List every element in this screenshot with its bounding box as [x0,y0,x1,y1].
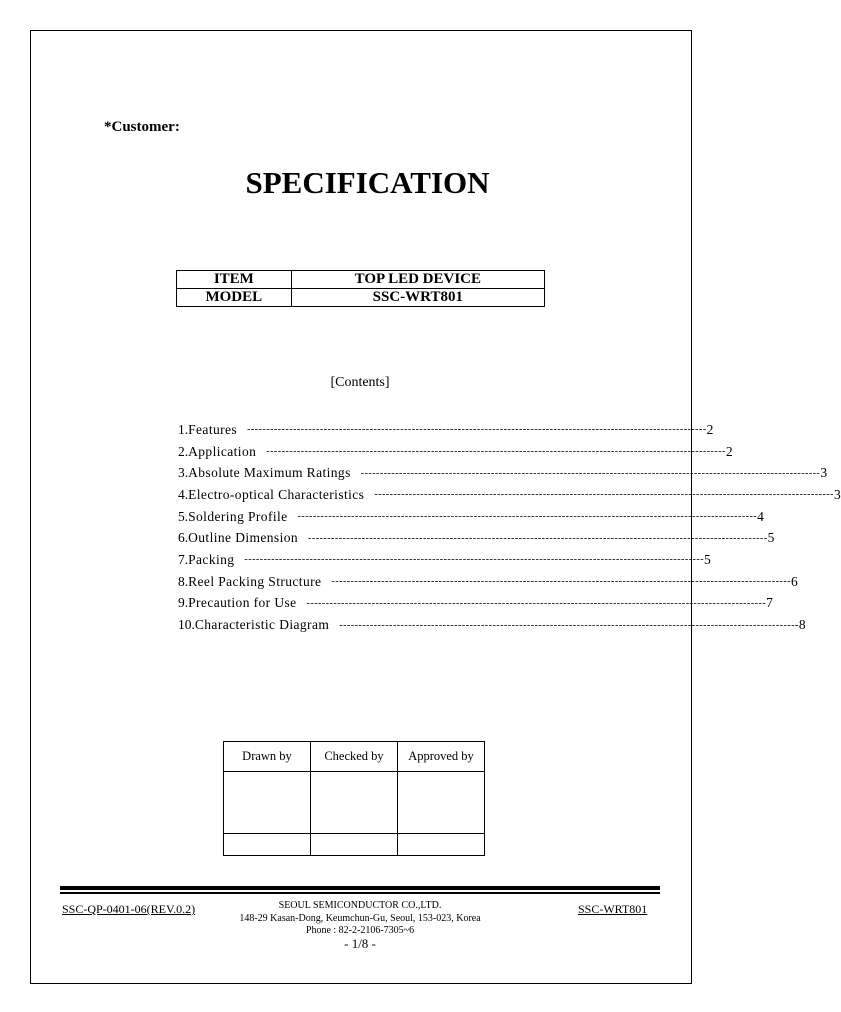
toc-page: 2 [706,421,714,437]
toc-page: 8 [798,617,806,633]
toc-item [178,441,733,463]
drawn-by-header: Drawn by [224,742,311,772]
toc-leader: ------------------------------------------------------------------------------------------------------------------------ [266,446,726,458]
toc-number: 10. [178,617,195,633]
toc-leader: ------------------------------------------------------------------------------------------------------------------------ [297,511,758,523]
toc-leader: ------------------------------------------------------------------------------------------------------------------------ [244,554,705,566]
toc-item [178,462,828,484]
approved-by-header: Approved by [398,742,485,772]
toc-leader: ------------------------------------------------------------------------------------------------------------------------ [308,532,768,544]
toc-page: 5 [767,530,775,546]
doc-code: SSC-QP-0401-06(REV.0.2) [62,902,196,916]
toc-page: 4 [757,508,764,524]
toc-number: 4. [178,486,189,502]
toc-label: Electro-optical Characteristics [188,486,365,502]
toc-number: 8. [178,573,189,589]
toc-page: 5 [704,551,711,567]
toc-label: Reel Packing Structure [188,573,322,589]
drawn-by-date [224,834,311,856]
page-number: - 1/8 - [344,935,376,951]
toc-leader: ------------------------------------------------------------------------------------------------------------------------ [360,467,821,479]
toc-label: Soldering Profile [188,508,288,524]
model-value: SSC-WRT801 [291,289,544,307]
document-title: SPECIFICATION [245,165,490,200]
toc-item [178,484,841,506]
toc-item [178,549,711,571]
item-value: TOP LED DEVICE [291,271,544,289]
toc-item [178,593,773,615]
approval-table [223,741,485,856]
toc-page: 3 [833,486,841,502]
toc-number: 9. [178,595,189,611]
toc-item [178,527,775,549]
toc-page: 7 [766,595,773,611]
toc-number: 2. [178,443,189,459]
toc-leader: ------------------------------------------------------------------------------------------------------------------------ [331,576,792,588]
company-address: 148-29 Kasan-Dong, Keumchun-Gu, Seoul, 153-023, Korea [239,912,481,924]
drawn-by-sign [224,772,311,834]
item-label: ITEM [177,271,292,289]
toc-item [178,571,798,593]
toc-leader: ------------------------------------------------------------------------------------------------------------------------ [247,424,707,436]
toc-number: 5. [178,508,189,524]
footer-model: SSC-WRT801 [578,902,648,916]
checked-by-date [311,834,398,856]
company-phone: Phone : 82-2-2106-7305~6 [305,925,415,936]
toc-page: 3 [820,465,828,481]
footer-rule-thin [60,892,660,894]
toc-page: 2 [725,443,733,459]
toc-item [178,614,806,636]
toc-label: Features [188,421,238,437]
toc-page: 6 [791,573,798,589]
customer-label: *Customer: [104,119,180,135]
footer-rule-thick [60,886,660,890]
toc-number: 1. [178,421,189,437]
toc-label: Application [188,443,257,459]
toc-label: Precaution for Use [188,595,297,611]
toc-label: Absolute Maximum Ratings [188,465,351,481]
toc-item [178,419,714,441]
checked-by-header: Checked by [311,742,398,772]
toc-item [178,506,764,528]
approved-by-date [398,834,485,856]
item-model-table [176,270,545,307]
company-name: SEOUL SEMICONDUCTOR CO.,LTD. [278,900,442,911]
toc-label: Outline Dimension [188,530,299,546]
toc-leader: ------------------------------------------------------------------------------------------------------------------------ [306,597,767,609]
toc-label: Characteristic Diagram [194,617,330,633]
approved-by-sign [398,772,485,834]
toc-number: 3. [178,465,189,481]
toc-leader: ------------------------------------------------------------------------------------------------------------------------ [374,489,834,501]
contents-heading: [Contents] [330,375,390,390]
toc-number: 7. [178,551,189,567]
table-of-contents [178,419,841,636]
toc-leader: ------------------------------------------------------------------------------------------------------------------------ [339,619,799,631]
toc-label: Packing [188,551,235,567]
toc-number: 6. [178,530,189,546]
checked-by-sign [311,772,398,834]
model-label: MODEL [177,289,292,307]
